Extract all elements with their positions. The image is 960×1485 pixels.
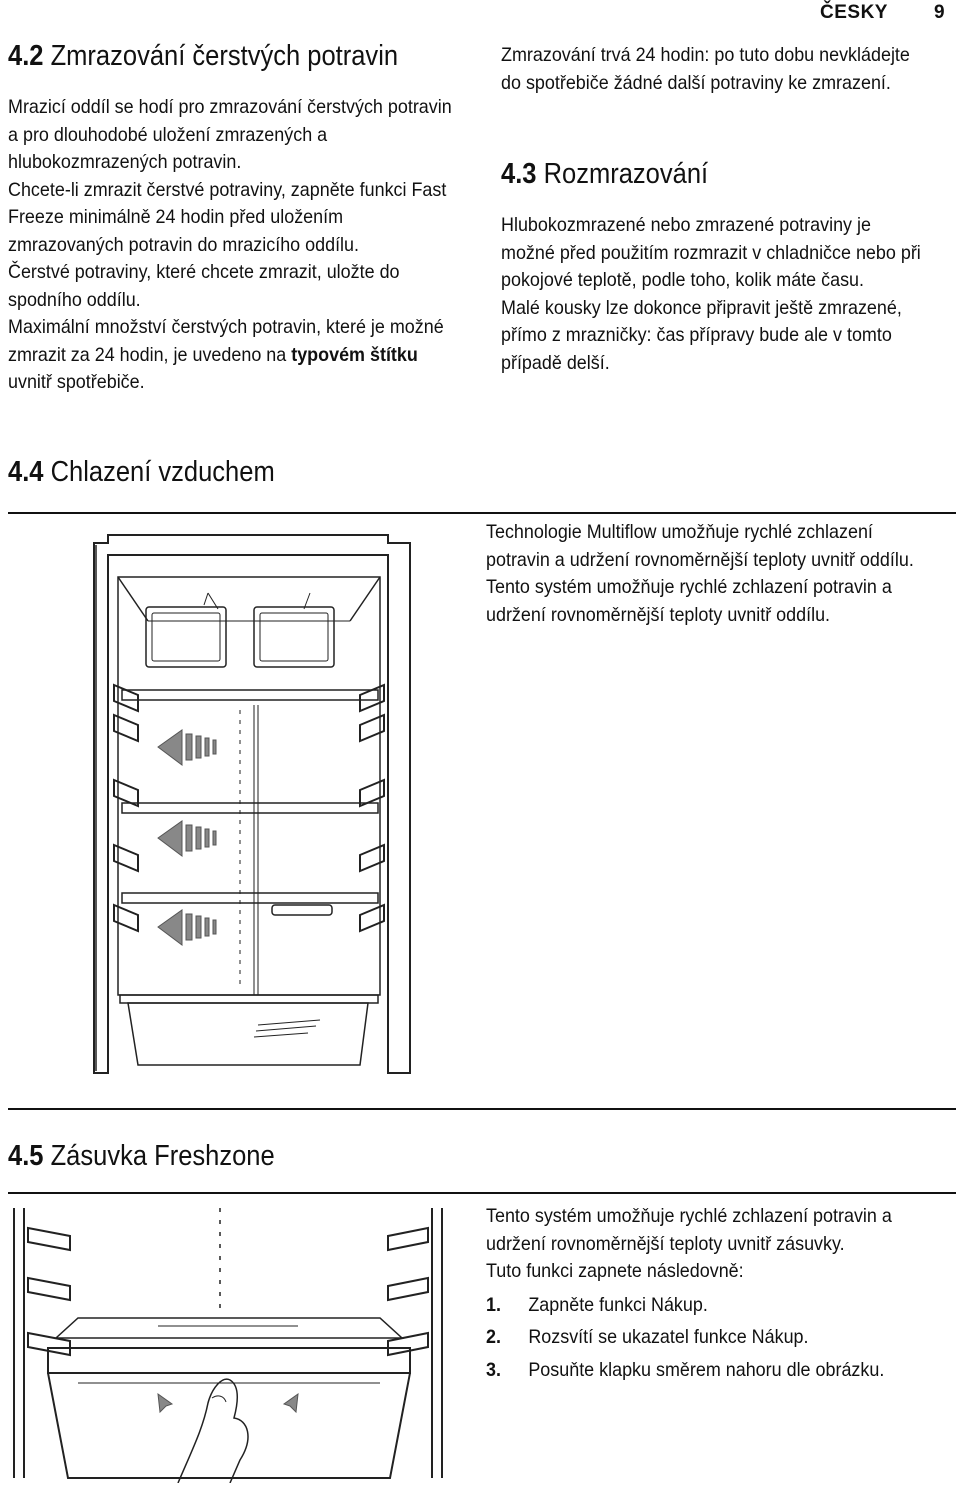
- freshzone-drawer-illustration: [8, 1198, 458, 1483]
- section-number: 4.5: [8, 1140, 44, 1172]
- paragraph: Technologie Multiflow umožňuje rychlé zchlazení potravin a udržení rovnoměrnější teploty uvnitř oddílu.: [486, 521, 914, 571]
- step-item: [486, 1357, 918, 1385]
- section-4-3-body: [501, 212, 922, 377]
- step-text: Posuňte klapku směrem nahoru dle obrázku.: [528, 1358, 885, 1381]
- paragraph: Chcete-li zmrazit čerstvé potraviny, zapněte funkci Fast Freeze minimálně 24 hodin před uložením zmrazovaných potravin do mrazicího oddílu.: [8, 178, 447, 256]
- paragraph: Zmrazování trvá 24 hodin: po tuto dobu nevkládejte do spotřebiče žádné další potraviny ke zmrazení.: [501, 44, 910, 94]
- text-run: uvnitř spotřebiče.: [8, 371, 145, 393]
- section-4-5-heading: [8, 1140, 275, 1173]
- section-divider: [8, 1108, 956, 1110]
- step-text: Rozsvítí se ukazatel funkce Nákup.: [528, 1326, 809, 1348]
- paragraph: Malé kousky lze dokonce připravit ještě zmrazené, přímo z mrazničky: čas přípravy bude ale v tomto případě delší.: [501, 296, 902, 374]
- section-title: Zmrazování čerstvých potravin: [50, 40, 399, 72]
- paragraph: [8, 314, 459, 397]
- fridge-airflow-illustration: [58, 525, 438, 1085]
- section-4-2-continued: [501, 42, 922, 97]
- paragraph: Mrazicí oddíl se hodí pro zmrazování čerstvých potravin a pro dlouhodobé uložení zmrazených a hlubokozmrazených potravin.: [8, 96, 452, 173]
- language-label: ČESKY: [820, 2, 888, 23]
- section-divider: [8, 512, 956, 514]
- step-number: 3.: [486, 1358, 501, 1381]
- paragraph: Čerstvé potraviny, které chcete zmrazit, uložte do spodního oddílu.: [8, 261, 400, 311]
- section-4-4-heading: [8, 456, 275, 489]
- section-title: Rozmrazování: [543, 158, 709, 190]
- section-4-2-body: [8, 94, 459, 397]
- paragraph: Tento systém umožňuje rychlé zchlazení potravin a udržení rovnoměrnější teploty uvnitř zásuvky.: [486, 1205, 892, 1255]
- section-4-4-body: [486, 519, 918, 629]
- step-number: 1.: [486, 1293, 501, 1316]
- rating-plate-term: typovém štítku: [291, 343, 418, 366]
- section-number: 4.4: [8, 456, 44, 488]
- paragraph: Tuto funkci zapnete následovně:: [486, 1260, 744, 1282]
- section-4-3-heading: [501, 158, 708, 191]
- section-title: Chlazení vzduchem: [50, 456, 275, 488]
- step-item: [486, 1324, 918, 1352]
- section-divider: [8, 1192, 956, 1194]
- steps-list: [486, 1292, 918, 1385]
- section-title: Zásuvka Freshzone: [50, 1140, 275, 1172]
- section-4-2-heading: [8, 40, 398, 73]
- section-number: 4.3: [501, 158, 537, 190]
- step-text: Zapněte funkci Nákup.: [528, 1293, 708, 1316]
- step-item: [486, 1292, 918, 1320]
- paragraph: Tento systém umožňuje rychlé zchlazení potravin a udržení rovnoměrnější teploty uvnitř oddílu.: [486, 576, 892, 626]
- section-4-5-body: [486, 1203, 918, 1389]
- text-run: Maximální množství čerstvých potravin, které je možné zmrazit za 24 hodin, je uvedeno na: [8, 316, 444, 366]
- paragraph: Hlubokozmrazené nebo zmrazené potraviny je možné před použitím rozmrazit v chladničce nebo při pokojové teplotě, podle toho, kolik máte času.: [501, 214, 921, 291]
- step-number: 2.: [486, 1326, 501, 1348]
- page-number: 9: [934, 2, 945, 23]
- section-number: 4.2: [8, 40, 44, 72]
